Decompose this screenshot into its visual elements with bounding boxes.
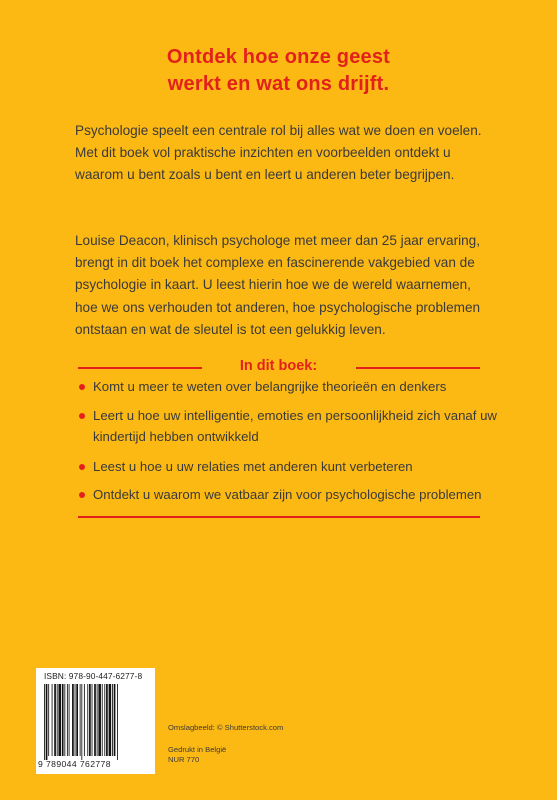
headline-line-1: Ontdek hoe onze geest: [166, 46, 391, 68]
intro-paragraph-2: Louise Deacon, klinisch psychologe met meer dan 25 jaar ervaring, brengt in dit boek het complexe en fascinerende vakgebied van de psychologie in kaart. U leest hierin hoe we de wereld waarnemen, hoe we ons verhouden tot anderen, hoe psychologische problemen ontstaan en wat de sleutel is tot een gelukkig leven.: [75, 233, 481, 337]
barcode-bar: [48, 684, 49, 756]
list-item: [78, 406, 513, 448]
list-item: [78, 485, 482, 506]
barcode-bar: [67, 684, 68, 756]
barcode-bar: [94, 684, 96, 756]
list-item-text: Ontdekt u waarom we vatbaar zijn voor psychologische problemen: [93, 487, 482, 502]
cover-image-credit: Omslagbeeld: © Shutterstock.com: [168, 723, 284, 732]
barcode-bar: [75, 684, 76, 756]
printed-in: Gedrukt in België: [168, 745, 227, 754]
barcode-bar: [117, 684, 118, 760]
box-top-rule-right: [356, 367, 480, 369]
bullet-dot-icon: [79, 384, 85, 390]
box-bottom-rule: [78, 516, 480, 518]
barcode-bar: [92, 684, 93, 756]
barcode-bar: [54, 684, 56, 756]
bullet-dot-icon: [79, 464, 85, 470]
bullet-dot-icon: [79, 492, 85, 498]
box-top-rule-left: [78, 367, 202, 369]
barcode-bar: [109, 684, 112, 756]
barcode-bar: [69, 684, 70, 756]
barcode-bar: [89, 684, 91, 756]
list-item-text: Leert u hoe uw intelligentie, emoties en persoonlijkheid zich vanaf uw kindertijd hebben ontwikkeld: [93, 408, 497, 444]
barcode-bar: [81, 684, 82, 760]
barcode-bar: [64, 684, 65, 756]
barcode-bar: [112, 684, 113, 756]
barcode-bar: [76, 684, 78, 756]
barcode-digits: 9 789044 762778: [38, 759, 111, 769]
list-item-text: Leest u hoe u uw relaties met anderen kunt verbeteren: [93, 459, 413, 474]
barcode-bar: [57, 684, 58, 756]
barcode-bar: [98, 684, 101, 756]
intro-paragraph-1: Psychologie speelt een centrale rol bij alles wat we doen en voelen. Met dit boek vol praktische inzichten en voorbeelden ontdekt u waarom u bent zoals u bent en leert u anderen beter begrijpen.: [75, 123, 482, 183]
barcode-bar: [46, 684, 48, 760]
list-item: [78, 377, 446, 398]
barcode-bars-icon: [44, 684, 148, 760]
isbn-label: ISBN: 978-90-447-6277-8: [44, 671, 143, 681]
barcode-bar: [72, 684, 74, 756]
isbn-barcode: [36, 668, 155, 774]
headline-line-2: werkt en wat ons drijft.: [167, 73, 390, 95]
barcode-bar: [44, 684, 45, 760]
bullet-dot-icon: [79, 413, 85, 419]
barcode-bar: [52, 684, 53, 756]
barcode-bar: [58, 684, 61, 756]
barcode-bar: [87, 684, 88, 756]
barcode-bar: [62, 684, 64, 756]
barcode-bar: [84, 684, 85, 756]
barcode-bar: [106, 684, 108, 756]
barcode-bar: [114, 684, 116, 756]
barcode-bar: [80, 684, 81, 756]
list-item: [78, 457, 413, 478]
nur-code: NUR 770: [168, 755, 200, 764]
barcode-bar: [102, 684, 103, 756]
barcode-bar: [97, 684, 98, 756]
barcode-bar: [104, 684, 105, 756]
box-title: In dit boek:: [239, 358, 318, 374]
list-item-text: Komt u meer te weten over belangrijke theorieën en denkers: [93, 379, 447, 394]
back-cover-headline: [0, 44, 557, 98]
